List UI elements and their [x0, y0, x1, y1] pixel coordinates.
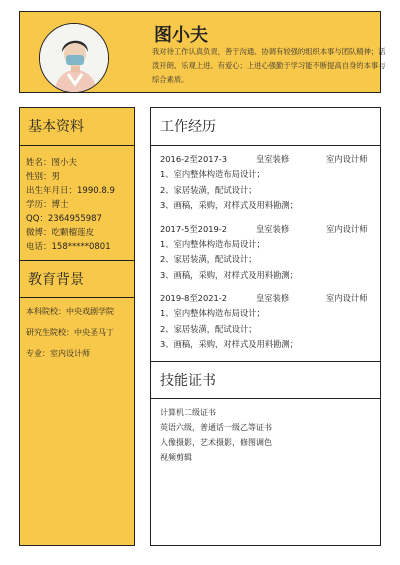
person-photo-icon: [40, 24, 109, 93]
info-degree: 学历：博士: [26, 200, 69, 210]
education-list: [20, 298, 134, 369]
job-role: 室内设计师: [326, 154, 368, 164]
job-period: 2017-5至2019-2: [160, 223, 228, 234]
info-phone: 电话：158*****0801: [26, 242, 111, 252]
job-duty: 3、画稿，采购，对样式及用料勘测；: [160, 200, 299, 210]
skill-item: 人像摄影，艺术摄影，修图调色: [160, 437, 272, 447]
skill-item: 计算机二级证书: [160, 407, 216, 417]
skill-item: 英语六级，普通话一级乙等证书: [160, 422, 272, 432]
job-duties: [160, 306, 380, 353]
job-role: 室内设计师: [326, 293, 368, 303]
skills-list: [151, 399, 380, 465]
job-period: 2019-8至2021-2: [160, 293, 228, 303]
job-list: [151, 146, 380, 353]
basic-info-title: 基本资料: [20, 108, 134, 146]
job-header: [160, 152, 380, 167]
info-weibo: 微博：吃颗榴莲皮: [26, 228, 95, 238]
job-role: 室内设计师: [326, 223, 368, 234]
job-duty: 1、室内整体构造布局设计；: [160, 238, 265, 249]
job-duties: [160, 167, 380, 214]
job-entry: [160, 222, 380, 284]
left-column: [19, 107, 135, 546]
job-company: 皇室装修: [256, 293, 290, 303]
info-gender: 性别：男: [26, 172, 61, 182]
job-header: [160, 222, 380, 237]
info-name: 姓名：图小夫: [26, 158, 78, 168]
info-qq: QQ：2364955987: [26, 214, 102, 224]
job-duty: 2、家居装潢，配试设计；: [160, 184, 257, 195]
basic-info-list: [20, 146, 134, 254]
education-undergrad: 本科院校：中央戏剧学院: [26, 307, 114, 316]
education-graduate: 研究生院校：中央圣马丁: [26, 328, 114, 337]
education-title: 教育背景: [20, 260, 134, 298]
job-period: 2016-2至2017-3: [160, 154, 228, 164]
education-major: 专业：室内设计师: [26, 349, 90, 358]
job-header: [160, 291, 380, 306]
job-duty: 1、室内整体构造布局设计；: [160, 169, 265, 179]
info-birthdate: 出生年月日：1990.8.9: [26, 186, 115, 196]
job-entry: [160, 152, 380, 214]
skill-item: 视频剪辑: [160, 452, 192, 462]
self-introduction: 我对待工作认真负责，善于沟通、协调有较强的组织本事与团队精神；活泼开朗、乐观上进、有爱心；上进心强勤于学习能不断提高自身的本事与综合素质。: [152, 47, 386, 84]
work-experience-title: 工作经历: [151, 108, 380, 146]
job-duty: 2、家居装潢，配试设计；: [160, 254, 257, 264]
job-duty: 2、家居装潢，配试设计；: [160, 323, 257, 334]
job-duties: [160, 237, 380, 284]
job-company: 皇室装修: [256, 223, 290, 234]
job-company: 皇室装修: [256, 154, 290, 164]
person-name: 图小夫: [154, 25, 208, 46]
job-duty: 3、画稿，采购，对样式及用料勘测；: [160, 269, 299, 280]
job-duty: 3、画稿，采购，对样式及用料勘测；: [160, 339, 299, 349]
profile-photo: [39, 23, 109, 93]
skills-title: 技能证书: [151, 361, 380, 399]
job-duty: 1、室内整体构造布局设计；: [160, 308, 265, 318]
right-column: [150, 107, 381, 546]
job-entry: [160, 291, 380, 353]
resume-header: [19, 11, 386, 93]
